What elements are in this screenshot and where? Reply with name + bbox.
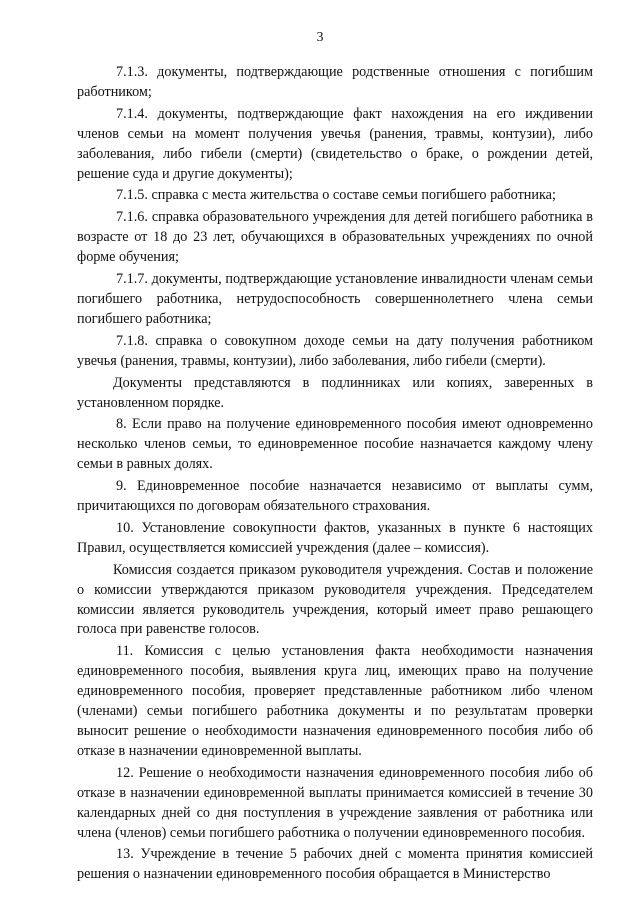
paragraph-7-1-8: 7.1.8. справка о совокупном доходе семьи на дату получения работником увечья (ранения, травмы, контузии), либо заболевания, либо гибели (смерти). — [77, 332, 593, 369]
paragraph-7-1-3: 7.1.3. документы, подтверждающие родственные отношения с погибшим работником; — [77, 64, 593, 100]
page-number: 3 — [316, 30, 324, 45]
paragraph-12: 12. Решение о необходимости назначения единовременного пособия либо об отказе в назначении единовременной выплаты принимается комиссией в течение 30 календарных дней со дня поступления в учреждение заявления от работника или члена (членов) семьи погибшего работника о получении единовременного пособия. — [77, 764, 593, 841]
paragraph-8: 8. Если право на получение единовременного пособия имеют одновременно несколько членов семьи, то единовременное пособие назначается каждому члену семьи в равных долях. — [77, 416, 593, 473]
paragraph-7-1-6: 7.1.6. справка образовательного учреждения для детей погибшего работника в возрасте от 18 до 23 лет, обучающихся в образовательных учреждениях по очной форме обучения; — [77, 209, 593, 266]
paragraph-documents-note: Документы представляются в подлинниках или копиях, заверенных в установленном порядке. — [77, 374, 593, 411]
paragraph-commission: Комиссия создается приказом руководителя учреждения. Состав и положение о комиссии утверждаются приказом руководителя учреждения. Председателем комиссии является руководитель учреждения, который имеет право решающего голоса при равенстве голосов. — [77, 561, 593, 638]
paragraph-7-1-5: 7.1.5. справка с места жительства о составе семьи погибшего работника; — [116, 187, 556, 204]
paragraph-13: 13. Учреждение в течение 5 рабочих дней с момента принятия комиссией решения о назначении единовременного пособия обращается в Министерство — [77, 846, 593, 883]
paragraph-10: 10. Установление совокупности фактов, указанных в пункте 6 настоящих Правил, осуществляется комиссией учреждения (далее – комиссия). — [77, 519, 593, 556]
paragraph-7-1-7: 7.1.7. документы, подтверждающие установление инвалидности членам семьи погибшего работника, нетрудоспособность совершеннолетнего члена семьи погибшего работника; — [77, 271, 593, 327]
paragraph-9: 9. Единовременное пособие назначается независимо от выплаты сумм, причитающихся по договорам обязательного страхования. — [77, 478, 593, 515]
paragraph-11: 11. Комиссия с целью установления факта необходимости назначения единовременного пособия, выявления круга лиц, имеющих право на получение единовременного пособия, проверяет представленные работником либо членом (членами) семьи погибшего работника документы и по результатам проверки выносит решение о необходимости назначения единовременного пособия либо об отказе в назначении единовременной выплаты. — [77, 643, 593, 759]
document-body — [77, 63, 593, 887]
paragraph-7-1-4: 7.1.4. документы, подтверждающие факт нахождения на его иждивении членов семьи на момент получения увечья (ранения, травмы, контузии), либо заболевания, либо гибели (смерти) (свидетельство о браке, о рождении детей, решение суда и другие документы); — [77, 105, 593, 182]
